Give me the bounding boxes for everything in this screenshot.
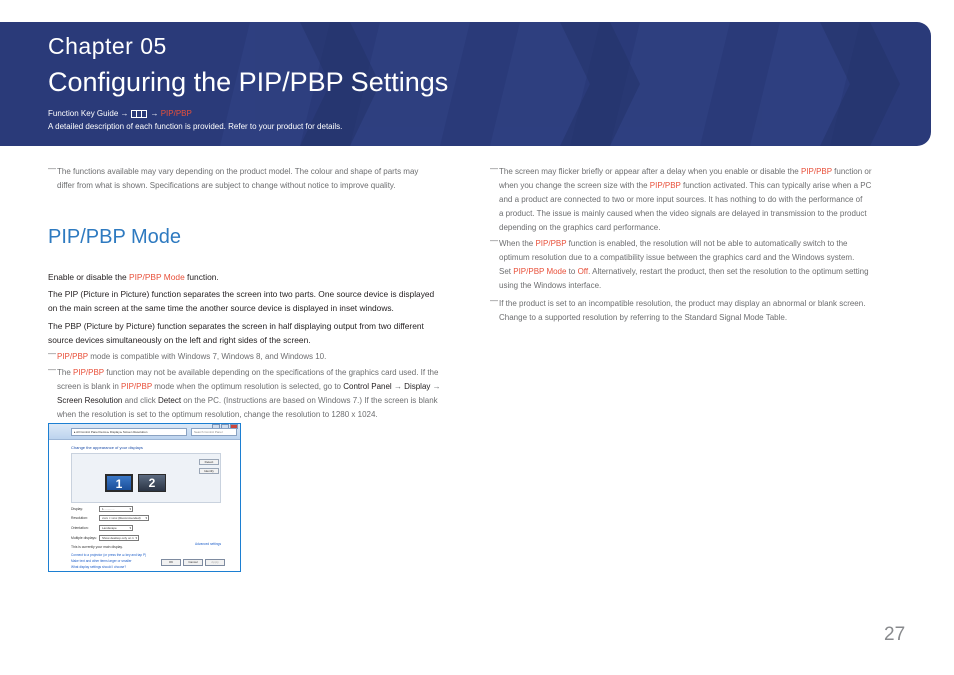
- compatibility-note: ― PIP/PBP mode is compatible with Windows 7, Windows 8, and Windows 10.: [48, 349, 327, 361]
- multiple-displays-label: Multiple displays:: [71, 536, 97, 540]
- pbp-paragraph: The PBP (Picture by Picture) function separates the screen in half displaying output from two different source devices simultaneously on the left and right sides of the screen.: [48, 321, 424, 345]
- screen-resolution-panel: [49, 440, 240, 572]
- address-bar: ▸ All Control Panel Items ▸ Display ▸ Screen Resolution: [71, 428, 187, 436]
- function-key-target: PIP/PBP: [160, 109, 192, 118]
- note-line: The functions available may vary depending on the product model. The colour and shape of parts may: [57, 167, 419, 176]
- note-dash-icon: ―: [490, 296, 498, 305]
- note-dash-icon: ―: [490, 164, 498, 173]
- display-label: Display:: [71, 507, 84, 511]
- enable-paragraph: Enable or disable the PIP/PBP Mode function.: [48, 272, 219, 282]
- page-title: Configuring the PIP/PBP Settings: [48, 67, 449, 97]
- incompatible-resolution-note: ― If the product is set to an incompatible resolution, the product may display an abnormal or blank screen. Change to a supported resolution by referring to the Standard Signal Mode Table.: [490, 296, 866, 322]
- orientation-label: Orientation:: [71, 526, 89, 530]
- header-description: A detailed description of each function is provided. Refer to your product for details.: [48, 122, 343, 131]
- function-key-path: [48, 109, 192, 118]
- arrow-icon: →: [150, 109, 161, 118]
- monitor-2-icon: 2: [138, 474, 166, 492]
- detect-button: Detect: [199, 459, 219, 465]
- resolution-select: xxxx × xxxx (Recommended) ▾: [99, 515, 149, 521]
- chapter-header: [0, 22, 931, 146]
- function-key-label: Function Key Guide →: [48, 109, 129, 118]
- note-line: differ from what is shown. Specifications are subject to change without notice to improve quality.: [57, 181, 396, 190]
- ok-button: OK: [161, 559, 181, 566]
- function-key-icon: [131, 110, 147, 118]
- note-dash-icon: ―: [48, 349, 56, 358]
- model-variance-note: [48, 165, 468, 193]
- cancel-button: Cancel: [183, 559, 203, 566]
- resolution-switch-note: ― When the PIP/PBP function is enabled, the resolution will not be able to automatically switch to the optimum resolution due to a compatibility issue between the graphics card and the Windows system. Set PIP/PBP Mode to Off. Alternatively, restart the product, then set the resolution to the optimum setting using the Windows interface.: [490, 236, 869, 290]
- resolution-label: Resolution:: [71, 516, 88, 520]
- flicker-note: ― The screen may flicker briefly or appear after a delay when you enable or disable the PIP/PBP function or when you change the screen size with the PIP/PBP function activated. This can typically arise when a PC and a product are connected to two or more input sources. It has nothing to do with the performance of a product. The issue is mainly caused when the video signals are delayed in transmission to the product depending on the graphics card performance.: [490, 164, 872, 232]
- monitor-preview: [71, 453, 221, 503]
- graphics-card-note: ― The PIP/PBP function may not be available depending on the specifications of the graphics card used. If the screen is blank in PIP/PBP mode when the optimum resolution is selected, go to Control Panel → Display → Screen Resolution and click Detect on the PC. (Instructions are based on Windows 7.) If the screen is blank when the resolution is set to the optimum resolution, change the resolution to 1280 x 1024.: [48, 365, 441, 419]
- note-dash-icon: ―: [48, 365, 56, 374]
- projector-link: Connect to a projector (or press the ⊞ key and tap P): [71, 553, 147, 557]
- monitor-1-icon: 1: [105, 474, 133, 492]
- explorer-bar: [49, 424, 240, 440]
- section-title: PIP/PBP Mode: [48, 226, 182, 248]
- panel-heading: Change the appearance of your displays: [71, 445, 143, 450]
- note-dash-icon: ―: [48, 164, 56, 173]
- identify-button: Identify: [199, 468, 219, 474]
- note-dash-icon: ―: [490, 236, 498, 245]
- multiple-displays-select: Show desktop only on 1 ▾: [99, 535, 139, 541]
- apply-button: Apply: [205, 559, 225, 566]
- orientation-select: Landscape ▾: [99, 525, 133, 531]
- main-display-text: This is currently your main display.: [71, 545, 123, 549]
- text-size-link: Make text and other items larger or smaller: [71, 559, 132, 563]
- chapter-label: Chapter 05: [48, 33, 167, 59]
- display-settings-help-link: What display settings should I choose?: [71, 565, 127, 569]
- advanced-settings-link: Advanced settings: [195, 542, 222, 546]
- display-select: 1. ........... ▾: [99, 506, 133, 512]
- search-box: Search Control Panel: [191, 428, 237, 436]
- page-number: 27: [884, 624, 906, 645]
- pip-paragraph: The PIP (Picture in Picture) function separates the screen into two parts. One source device is displayed on the main screen at the same time the another source device is displayed in inset windows.: [48, 289, 435, 313]
- screen-resolution-screenshot: [48, 423, 241, 572]
